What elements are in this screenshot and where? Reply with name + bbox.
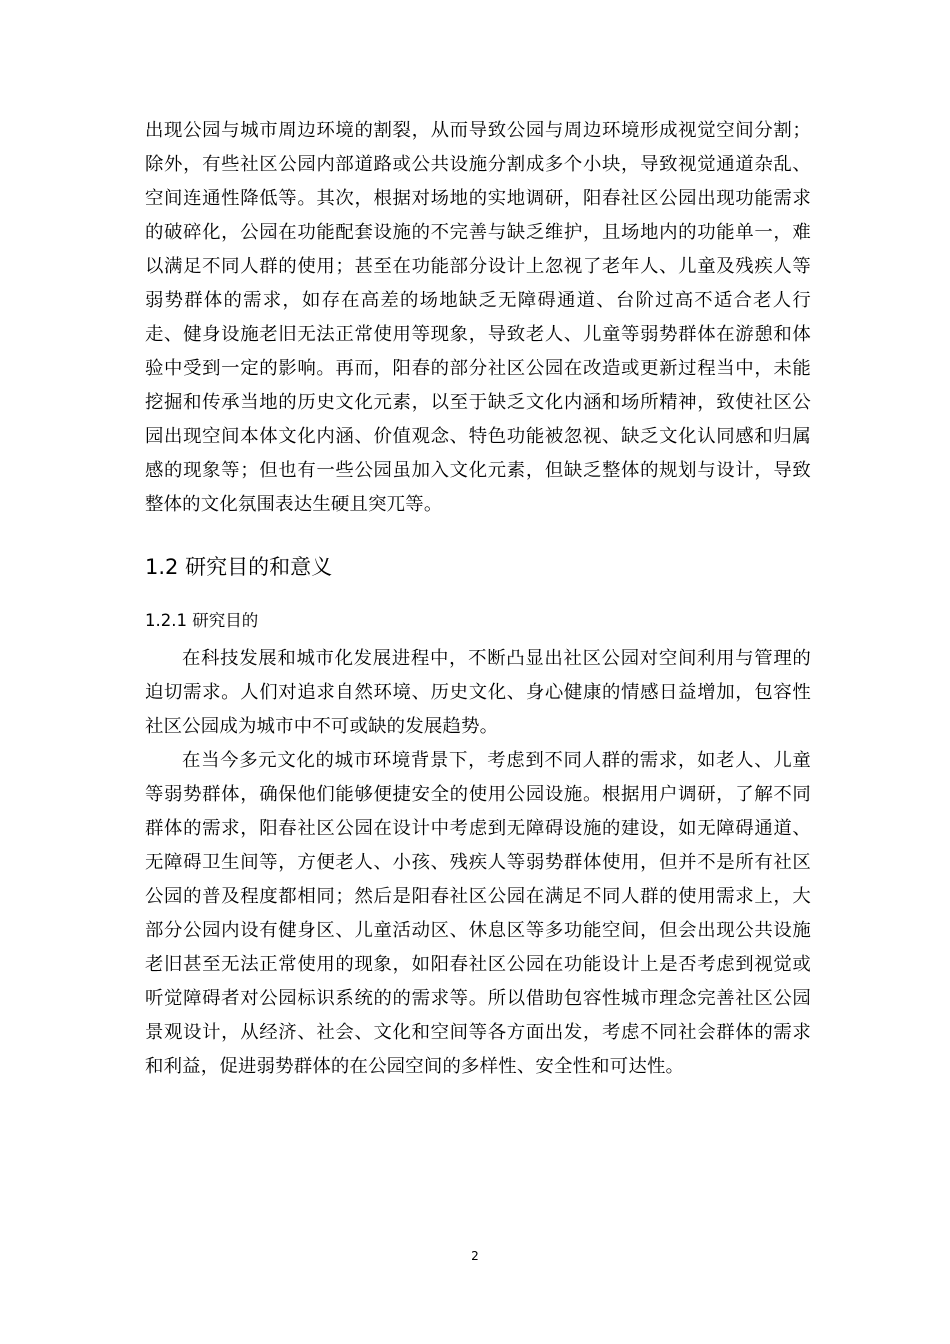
- body-paragraph-1: 在科技发展和城市化发展进程中，不断凸显出社区公园对空间利用与管理的迫切需求。人们对追求自然环境、历史文化、身心健康的情感日益增加，包容性社区公园成为城市中不可或缺的发展趋势。: [145, 648, 811, 737]
- page-number: 2: [471, 1249, 479, 1263]
- body-paragraph-2: 在当今多元文化的城市环境背景下，考虑到不同人群的需求，如老人、儿童等弱势群体，确保他们能够便捷安全的使用公园设施。根据用户调研，了解不同群体的需求，阳春社区公园在设计中考虑到无障碍设施的建设，如无障碍通道、无障碍卫生间等，方便老人、小孩、残疾人等弱势群体使用，但并不是所有社区公园的普及程度都相同；然后是阳春社区公园在满足不同人群的使用需求上，大部分公园内设有健身区、儿童活动区、休息区等多功能空间，但会出现公共设施老旧甚至无法正常使用的现象，如阳春社区公园在功能设计上是否考虑到视觉或听觉障碍者对公园标识系统的的需求等。所以借助包容性城市理念完善社区公园景观设计，从经济、社会、文化和空间等各方面出发，考虑不同社会群体的需求和利益，促进弱势群体的在公园空间的多样性、安全性和可达性。: [145, 750, 811, 1077]
- page-content: [145, 114, 811, 1084]
- section-heading: 1.2 研究目的和意义: [145, 555, 333, 579]
- subsection-heading: 1.2.1 研究目的: [145, 611, 259, 630]
- continued-paragraph: 出现公园与城市周边环境的割裂，从而导致公园与周边环境形成视觉空间分割；除外，有些社区公园内部道路或公共设施分割成多个小块，导致视觉通道杂乱、空间连通性降低等。其次，根据对场地的实地调研，阳春社区公园出现功能需求的破碎化，公园在功能配套设施的不完善与缺乏维护，且场地内的功能单一，难以满足不同人群的使用；甚至在功能部分设计上忽视了老年人、儿童及残疾人等弱势群体的需求，如存在高差的场地缺乏无障碍通道、台阶过高不适合老人行走、健身设施老旧无法正常使用等现象，导致老人、儿童等弱势群体在游憩和体验中受到一定的影响。再而，阳春的部分社区公园在改造或更新过程当中，未能挖掘和传承当地的历史文化元素，以至于缺乏文化内涵和场所精神，致使社区公园出现空间本体文化内涵、价值观念、特色功能被忽视、缺乏文化认同感和归属感的现象等；但也有一些公园虽加入文化元素，但缺乏整体的规划与设计，导致整体的文化氛围表达生硬且突兀等。: [145, 120, 811, 515]
